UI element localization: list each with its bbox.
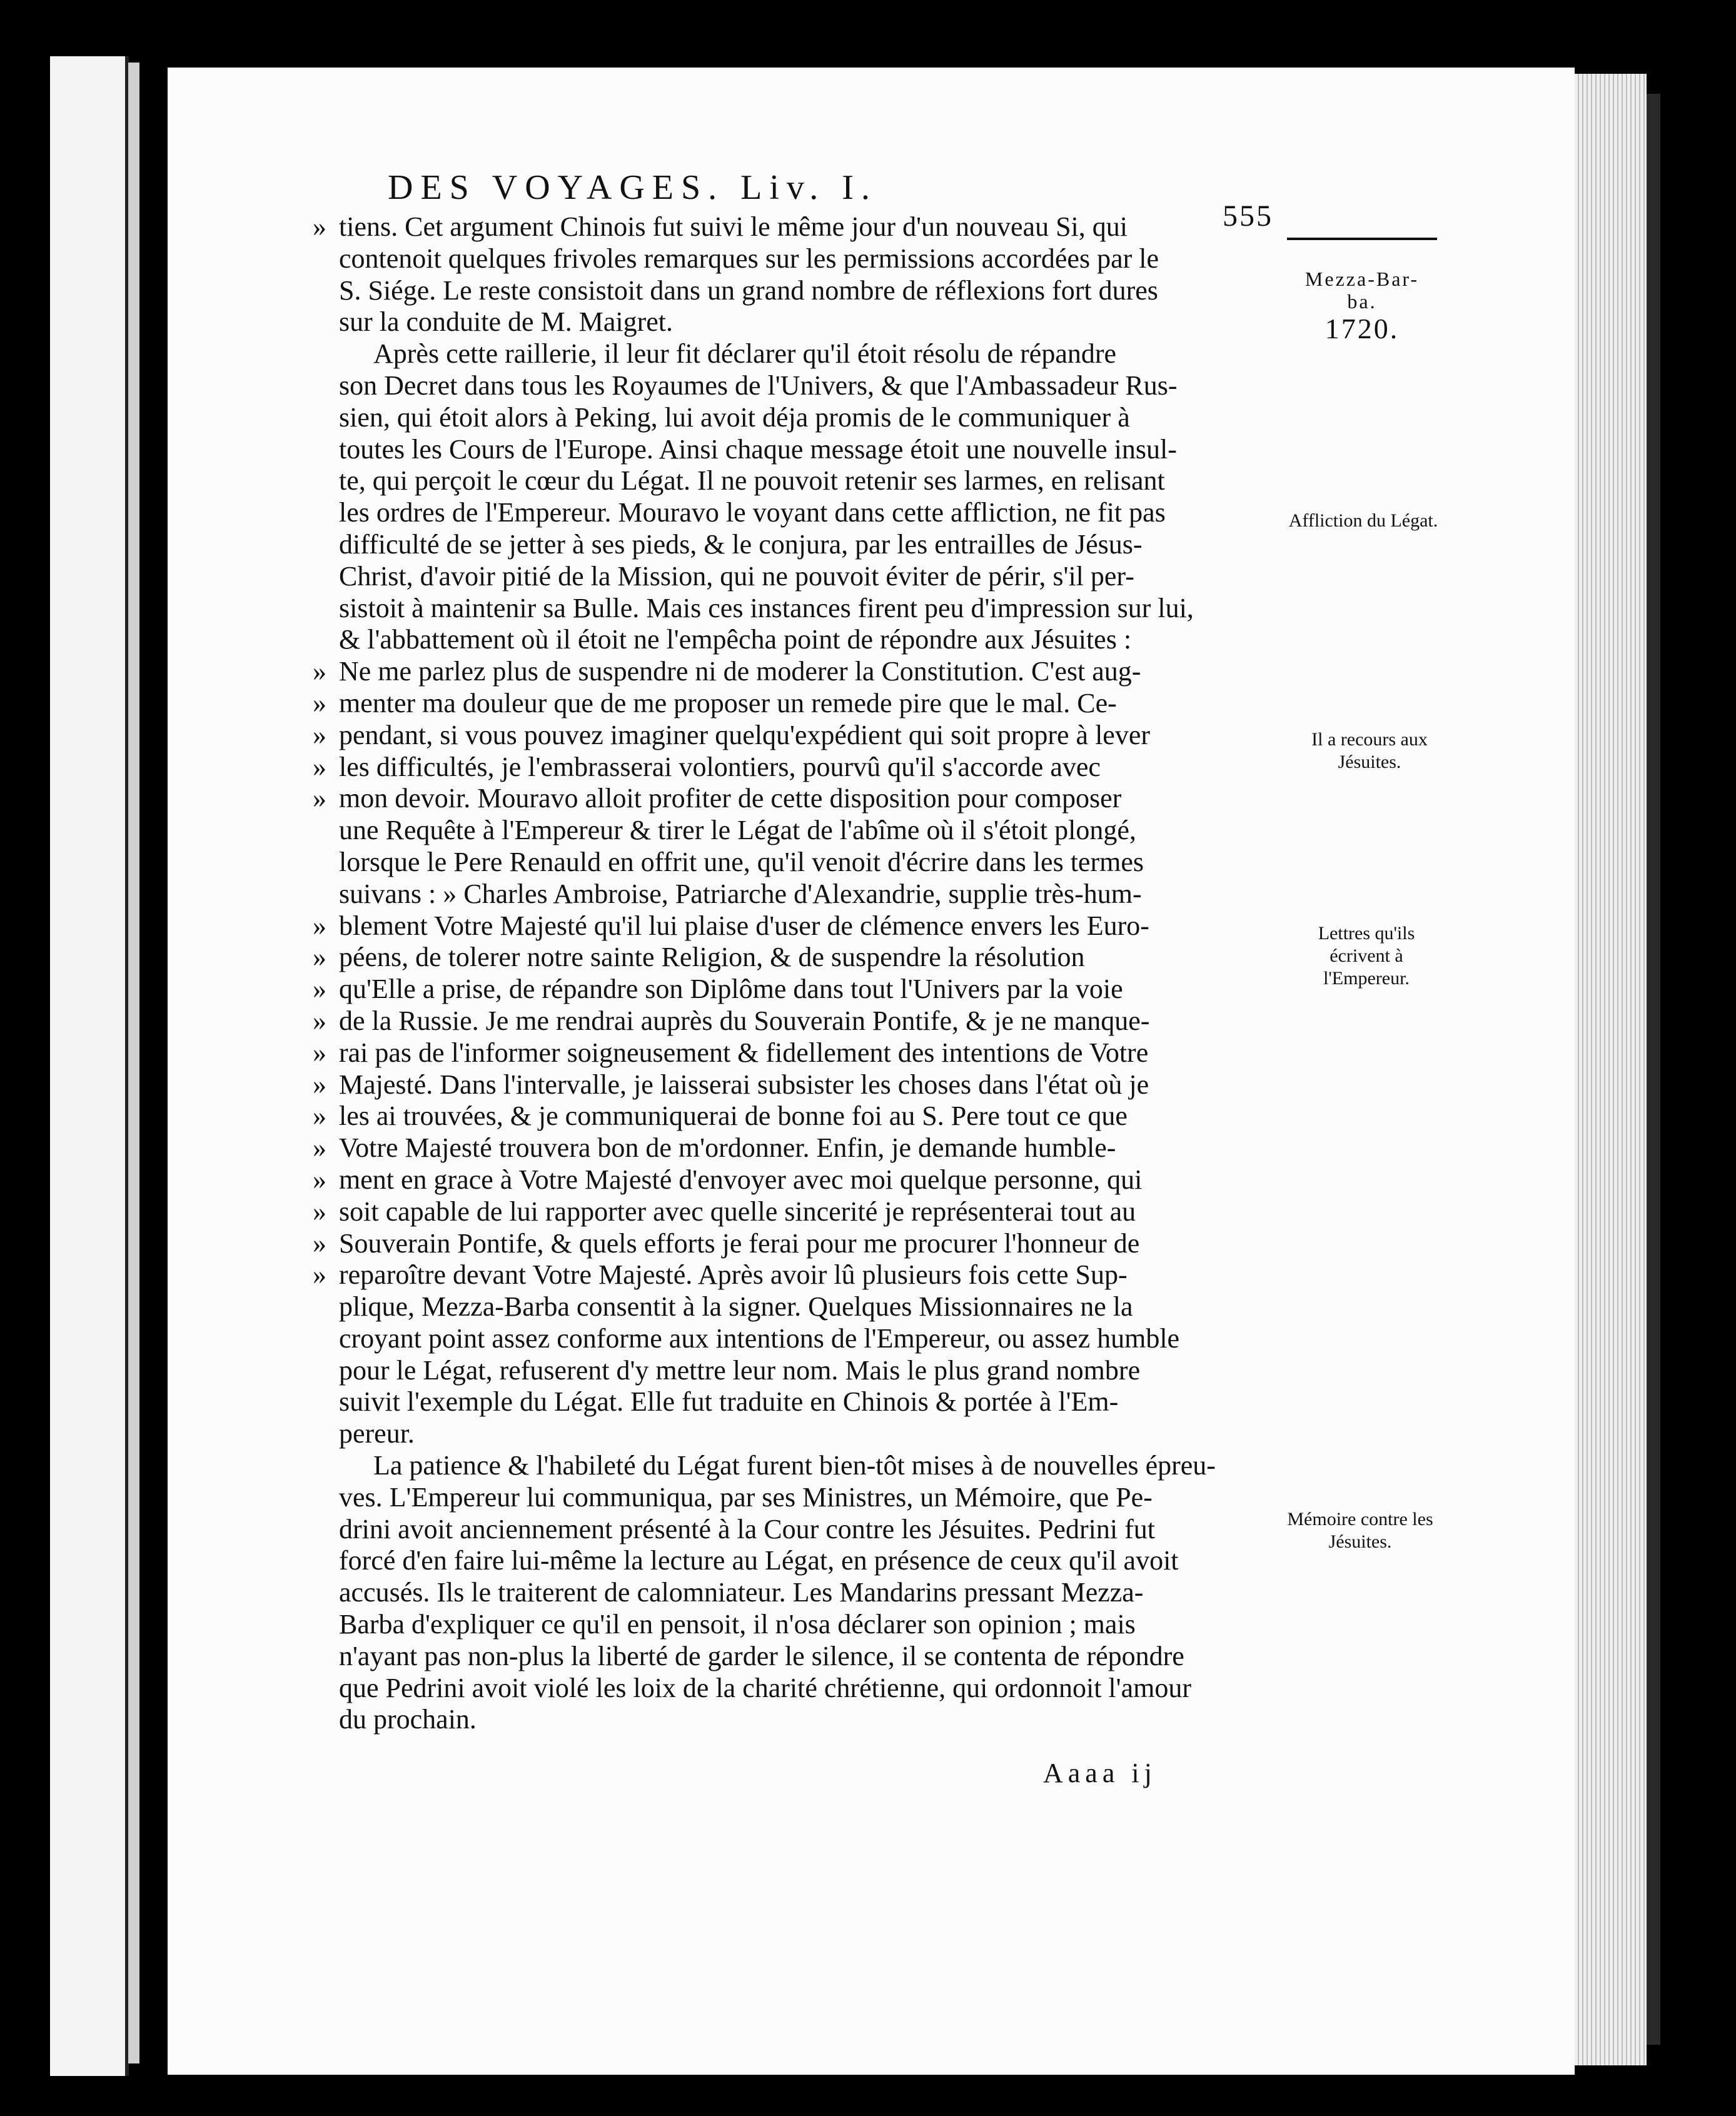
margin-head — [1287, 238, 1437, 363]
text-line — [313, 275, 1269, 307]
line-text: pendant, si vous pouvez imaginer quelqu'expédient qui soit propre à lever — [339, 719, 1151, 750]
text-line — [313, 497, 1269, 529]
text-line — [313, 847, 1269, 879]
page-edges — [1575, 74, 1647, 2065]
quote-mark: » — [313, 1196, 326, 1227]
line-text: La patience & l'habileté du Légat furent bien-tôt mises à de nouvelles épreu- — [373, 1450, 1216, 1481]
line-text: suivit l'exemple du Légat. Elle fut traduite en Chinois & portée à l'Em- — [339, 1386, 1119, 1418]
quote-mark: » — [313, 942, 326, 973]
line-text: sur la conduite de M. Maigret. — [339, 306, 673, 338]
line-text: que Pedrini avoit violé les loix de la charité chrétienne, qui ordonnoit l'amour — [339, 1672, 1191, 1703]
text-line — [313, 1386, 1269, 1418]
quote-mark: » — [313, 211, 326, 242]
text-line — [313, 1037, 1269, 1069]
line-text: drini avoit anciennement présenté à la Cour contre les Jésuites. Pedrini fut — [339, 1513, 1155, 1544]
line-text: difficulté de se jetter à ses pieds, & le conjura, par les entrailles de Jésus- — [339, 528, 1143, 560]
text-line — [313, 1450, 1269, 1482]
line-text: plique, Mezza-Barba consentit à la signer. Quelques Missionnaires ne la — [339, 1291, 1133, 1322]
text-line — [313, 402, 1269, 434]
text-line — [313, 1609, 1269, 1641]
text-line — [313, 910, 1269, 942]
text-line — [313, 1514, 1269, 1546]
line-text: qu'Elle a prise, de répandre son Diplôme dans tout l'Univers par la voie — [339, 974, 1123, 1005]
quote-mark: » — [313, 1132, 326, 1164]
quote-mark: » — [313, 1037, 326, 1068]
text-line — [313, 1196, 1269, 1228]
line-text: sien, qui étoit alors à Peking, lui avoit déja promis de le communiquer à — [339, 401, 1130, 433]
line-text: Christ, d'avoir pitié de la Mission, qui ne pouvoit éviter de périr, s'il per- — [339, 560, 1134, 592]
text-line — [313, 1704, 1269, 1736]
text-line — [313, 529, 1269, 561]
quote-mark: » — [313, 910, 326, 941]
line-text: du prochain. — [339, 1704, 477, 1735]
quote-mark: » — [313, 751, 326, 782]
line-text: & l'abbattement où il étoit ne l'empêcha point de répondre aux Jésuites : — [339, 624, 1132, 655]
text-line — [313, 1228, 1269, 1260]
text-line — [313, 1323, 1269, 1355]
line-text: pereur. — [339, 1418, 415, 1449]
line-text: accusés. Ils le traiterent de calomniateur. Les Mandarins pressant Mezza- — [339, 1577, 1144, 1608]
line-text: rai pas de l'informer soigneusement & fidellement des intentions de Votre — [339, 1037, 1149, 1068]
text-line — [313, 942, 1269, 974]
text-line — [313, 752, 1269, 783]
quote-mark: » — [313, 656, 326, 687]
text-line — [313, 593, 1269, 625]
line-text: lorsque le Pere Renauld en offrit une, qu'il venoit d'écrire dans les termes — [339, 846, 1144, 877]
text-line — [313, 783, 1269, 815]
margin-affliction: Affliction du Légat. — [1288, 510, 1438, 531]
text-line — [313, 688, 1269, 720]
line-text: menter ma douleur que de me proposer un remede pire que le mal. Ce- — [339, 687, 1117, 718]
text-line — [313, 1355, 1269, 1387]
margin-memoire: Mémoire contre les Jésuites. — [1287, 1509, 1433, 1552]
line-text: n'ayant pas non-plus la liberté de garder le silence, il se contenta de répondre — [339, 1640, 1184, 1671]
text-line — [313, 1482, 1269, 1514]
text-line — [313, 465, 1269, 497]
text-line — [313, 1577, 1269, 1609]
text-line — [313, 561, 1269, 593]
catchword: Aaaa ij — [1043, 1758, 1157, 1788]
text-line — [313, 338, 1269, 370]
line-text: de la Russie. Je me rendrai auprès du Souverain Pontife, & je ne manque- — [339, 1005, 1150, 1036]
text-line — [313, 434, 1269, 466]
text-line — [313, 1101, 1269, 1132]
line-text: blement Votre Majesté qu'il lui plaise d'user de clémence envers les Euro- — [339, 910, 1149, 941]
line-text: reparoître devant Votre Majesté. Après avoir lû plusieurs fois cette Sup- — [339, 1259, 1128, 1291]
quote-mark: » — [313, 719, 326, 750]
line-text: Majesté. Dans l'intervalle, je laisserai subsister les choses dans l'état où je — [339, 1069, 1149, 1100]
text-line — [313, 1291, 1269, 1323]
cover-edge — [1647, 94, 1660, 2045]
line-text: soit capable de lui rapporter avec quelle sincerité je représenterai tout au — [339, 1196, 1136, 1227]
line-text: une Requête à l'Empereur & tirer le Légat de l'abîme où il s'étoit plongé, — [339, 815, 1136, 846]
line-text: te, qui perçoit le cœur du Légat. Il ne pouvoit retenir ses larmes, en relisant — [339, 465, 1165, 496]
line-text: forcé d'en faire lui-même la lecture au Légat, en présence de ceux qu'il avoit — [339, 1545, 1179, 1576]
margin-head-name: Mezza-Bar- ba. — [1305, 268, 1420, 313]
text-line — [313, 370, 1269, 402]
line-text: les difficultés, je l'embrasserai volontiers, pourvû qu'il s'accorde avec — [339, 751, 1101, 782]
line-text: croyant point assez conforme aux intentions de l'Empereur, ou assez humble — [339, 1322, 1180, 1354]
text-line — [313, 656, 1269, 688]
text-line — [313, 1418, 1269, 1450]
line-text: sistoit à maintenir sa Bulle. Mais ces instances firent peu d'impression sur lui, — [339, 592, 1194, 623]
line-text: les ai trouvées, & je communiquerai de bonne foi au S. Pere tout ce que — [339, 1101, 1128, 1132]
line-text: pour le Légat, refuserent d'y mettre leur nom. Mais le plus grand nombre — [339, 1354, 1141, 1386]
text-line — [313, 1005, 1269, 1037]
text-line — [313, 815, 1269, 847]
text-line — [313, 1069, 1269, 1101]
text-line — [313, 720, 1269, 752]
line-text: péens, de tolerer notre sainte Religion, & de suspendre la résolution — [339, 942, 1085, 973]
quote-mark: » — [313, 974, 326, 1005]
quote-mark: » — [313, 1069, 326, 1100]
running-head: DES VOYAGES. Liv. I. — [388, 168, 877, 207]
quote-mark: » — [313, 687, 326, 718]
text-line — [313, 1545, 1269, 1577]
quote-mark: » — [313, 1005, 326, 1036]
line-text: mon devoir. Mouravo alloit profiter de cette disposition pour composer — [339, 783, 1122, 814]
binding-gutter — [128, 63, 139, 2063]
quote-mark: » — [313, 783, 326, 814]
line-text: suivans : » Charles Ambroise, Patriarche d'Alexandrie, supplie très-hum- — [339, 878, 1142, 909]
margin-lettres: Lettres qu'ils écrivent à l'Empereur. — [1318, 923, 1415, 989]
line-text: Votre Majesté trouvera bon de m'ordonner. Enfin, je demande humble- — [339, 1132, 1116, 1164]
line-text: Barba d'expliquer ce qu'il en pensoit, il n'osa déclarer son opinion ; mais — [339, 1609, 1136, 1640]
margin-year: 1720. — [1325, 313, 1400, 345]
quote-mark: » — [313, 1101, 326, 1132]
quote-mark: » — [313, 1164, 326, 1195]
line-text: Souverain Pontife, & quels efforts je ferai pour me procurer l'honneur de — [339, 1227, 1140, 1259]
line-text: les ordres de l'Empereur. Mouravo le voyant dans cette affliction, ne fit pas — [339, 497, 1166, 528]
text-line — [313, 879, 1269, 910]
line-text: son Decret dans tous les Royaumes de l'Univers, & que l'Ambassadeur Rus- — [339, 370, 1178, 401]
line-text: toutes les Cours de l'Europe. Ainsi chaque message étoit une nouvelle insul- — [339, 433, 1177, 465]
text-line — [313, 1673, 1269, 1705]
line-text: ment en grace à Votre Majesté d'envoyer avec moi quelque personne, qui — [339, 1164, 1143, 1195]
line-text: S. Siége. Le reste consistoit dans un grand nombre de réflexions fort dures — [339, 275, 1158, 306]
margin-recours: Il a recours aux Jésuites. — [1311, 729, 1428, 772]
line-text: Après cette raillerie, il leur fit déclarer qu'il étoit résolu de répandre — [373, 338, 1117, 370]
line-text: tiens. Cet argument Chinois fut suivi le même jour d'un nouveau Si, qui — [339, 211, 1128, 242]
text-line — [313, 1259, 1269, 1291]
body-text — [313, 211, 1269, 1736]
text-line — [313, 1641, 1269, 1673]
text-line — [313, 1164, 1269, 1196]
text-line — [313, 974, 1269, 1005]
line-text: ves. L'Empereur lui communiqua, par ses Ministres, un Mémoire, que Pe- — [339, 1481, 1153, 1513]
page-number: 555 — [1223, 199, 1273, 233]
line-text: Ne me parlez plus de suspendre ni de moderer la Constitution. C'est aug- — [339, 656, 1141, 687]
text-line — [313, 243, 1269, 275]
quote-mark: » — [313, 1259, 326, 1291]
text-line — [313, 1132, 1269, 1164]
line-text: contenoit quelques frivoles remarques sur les permissions accordées par le — [339, 243, 1159, 274]
text-line — [313, 211, 1269, 243]
left-page-edge — [50, 56, 129, 2076]
text-line — [313, 624, 1269, 656]
quote-mark: » — [313, 1227, 326, 1259]
text-line — [313, 306, 1269, 338]
